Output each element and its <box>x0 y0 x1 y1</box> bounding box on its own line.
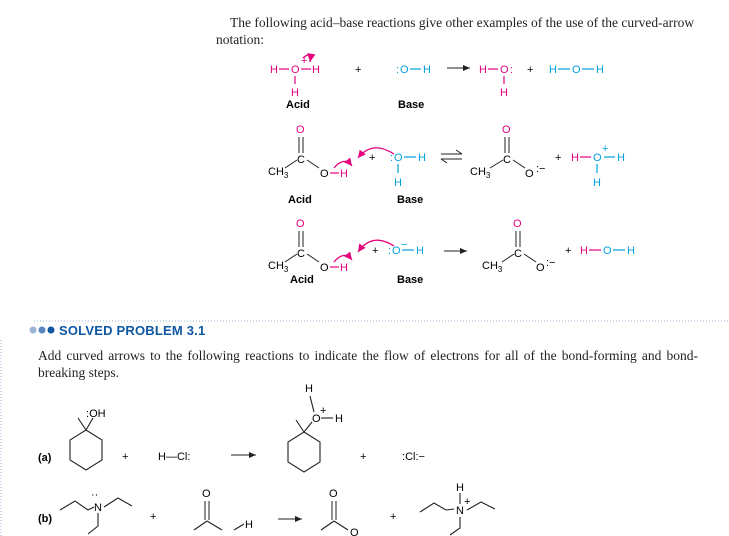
plus-sign: + <box>150 511 157 523</box>
problem-b <box>38 482 495 536</box>
part-a-label: (a) <box>38 452 52 464</box>
hcl-molecule: H—Cl: <box>158 451 191 463</box>
svg-text::: : <box>388 245 392 257</box>
reaction-2 <box>268 124 625 206</box>
atom-o: O <box>350 527 359 536</box>
atom-o: O <box>500 64 509 76</box>
atom-o: O <box>572 64 581 76</box>
atom-h: H <box>418 152 426 164</box>
ch3-group: $CH_3$ <box>268 166 289 180</box>
atom-n: N <box>94 502 102 514</box>
atom-o: O <box>312 413 321 425</box>
atom-h: H <box>291 87 299 99</box>
atom-h: H <box>245 519 253 531</box>
atom-h: H <box>456 482 464 494</box>
atom-h: H <box>340 262 348 274</box>
svg-text::−: :− <box>546 257 556 269</box>
atom-o: O <box>320 262 329 274</box>
cyclohexane-ring <box>288 432 320 472</box>
atom-o: O <box>536 262 545 274</box>
svg-text::: : <box>510 64 514 76</box>
atom-o: O <box>603 245 612 257</box>
atom-h: H <box>335 413 343 425</box>
svg-text::: : <box>396 64 400 76</box>
plus-sign: + <box>527 64 534 76</box>
header-dot <box>48 327 55 334</box>
base-label: Base <box>397 274 424 286</box>
atom-o: O <box>513 218 522 230</box>
ch3-group: $CH_3$ <box>470 166 491 180</box>
acid-label: Acid <box>288 194 312 206</box>
plus-sign: + <box>390 511 397 523</box>
atom-o: O <box>400 64 409 76</box>
atom-o: O <box>329 488 338 500</box>
atom-o: O <box>502 124 511 136</box>
atom-h: H <box>340 168 348 180</box>
atom-h: H <box>617 152 625 164</box>
atom-o: O <box>202 488 211 500</box>
atom-h: H <box>571 152 579 164</box>
reaction-1 <box>270 55 604 111</box>
atom-h: H <box>500 87 508 99</box>
svg-text:−: − <box>401 239 408 251</box>
plus-sign: + <box>372 245 379 257</box>
atom-o: O <box>525 168 534 180</box>
svg-text:··: ·· <box>91 489 99 501</box>
chloride-ion: :Cl:− <box>402 451 425 463</box>
atom-o: O <box>296 124 305 136</box>
plus-sign: + <box>565 245 572 257</box>
atom-c: C <box>503 154 511 166</box>
atom-h: H <box>312 64 320 76</box>
svg-text:+: + <box>320 405 327 417</box>
atom-h: H <box>394 177 402 189</box>
atom-h: H <box>549 64 557 76</box>
header-dot <box>30 327 37 334</box>
atom-o: O <box>291 64 300 76</box>
problem-statement: Add curved arrows to the following reactions to indicate the flow of electrons for all of the bond-forming and bond-breaking steps. <box>38 348 698 380</box>
atom-h: H <box>270 64 278 76</box>
plus-sign: + <box>369 152 376 164</box>
atom-h: H <box>416 245 424 257</box>
hydroxyl-group: :OH <box>86 408 106 420</box>
atom-h: H <box>423 64 431 76</box>
ch3-group: $CH_3$ <box>268 260 289 274</box>
solved-problem-title: SOLVED PROBLEM 3.1 <box>59 323 206 338</box>
atom-c: C <box>297 248 305 260</box>
problem-a <box>38 383 425 472</box>
atom-o: O <box>392 245 401 257</box>
base-label: Base <box>398 99 425 111</box>
plus-sign: + <box>355 64 362 76</box>
cyclohexane-ring <box>70 430 102 470</box>
acid-label: Acid <box>290 274 314 286</box>
atom-o: O <box>593 152 602 164</box>
header-dot <box>39 327 46 334</box>
intro-paragraph: The following acid–base reactions give other examples of the use of the curved-arrow notation: <box>216 15 695 47</box>
svg-text:+: + <box>464 496 471 508</box>
atom-h: H <box>580 245 588 257</box>
atom-o: O <box>394 152 403 164</box>
svg-text:+: + <box>602 143 609 155</box>
atom-h: H <box>593 177 601 189</box>
ch3-group: $CH_3$ <box>482 260 503 274</box>
atom-h: H <box>479 64 487 76</box>
atom-c: C <box>514 248 522 260</box>
svg-text::−: :− <box>536 163 546 175</box>
plus-sign: + <box>122 451 129 463</box>
atom-h: H <box>627 245 635 257</box>
atom-o: O <box>320 168 329 180</box>
atom-n: N <box>456 505 464 517</box>
atom-o: O <box>296 218 305 230</box>
svg-text:+: + <box>301 55 308 67</box>
reaction-3 <box>268 218 635 286</box>
svg-text::: : <box>390 152 394 164</box>
atom-h: H <box>596 64 604 76</box>
part-b-label: (b) <box>38 513 53 525</box>
atom-h: H <box>305 383 313 395</box>
acid-label: Acid <box>286 99 310 111</box>
plus-sign: + <box>555 152 562 164</box>
atom-c: C <box>297 154 305 166</box>
base-label: Base <box>397 194 424 206</box>
plus-sign: + <box>360 451 367 463</box>
